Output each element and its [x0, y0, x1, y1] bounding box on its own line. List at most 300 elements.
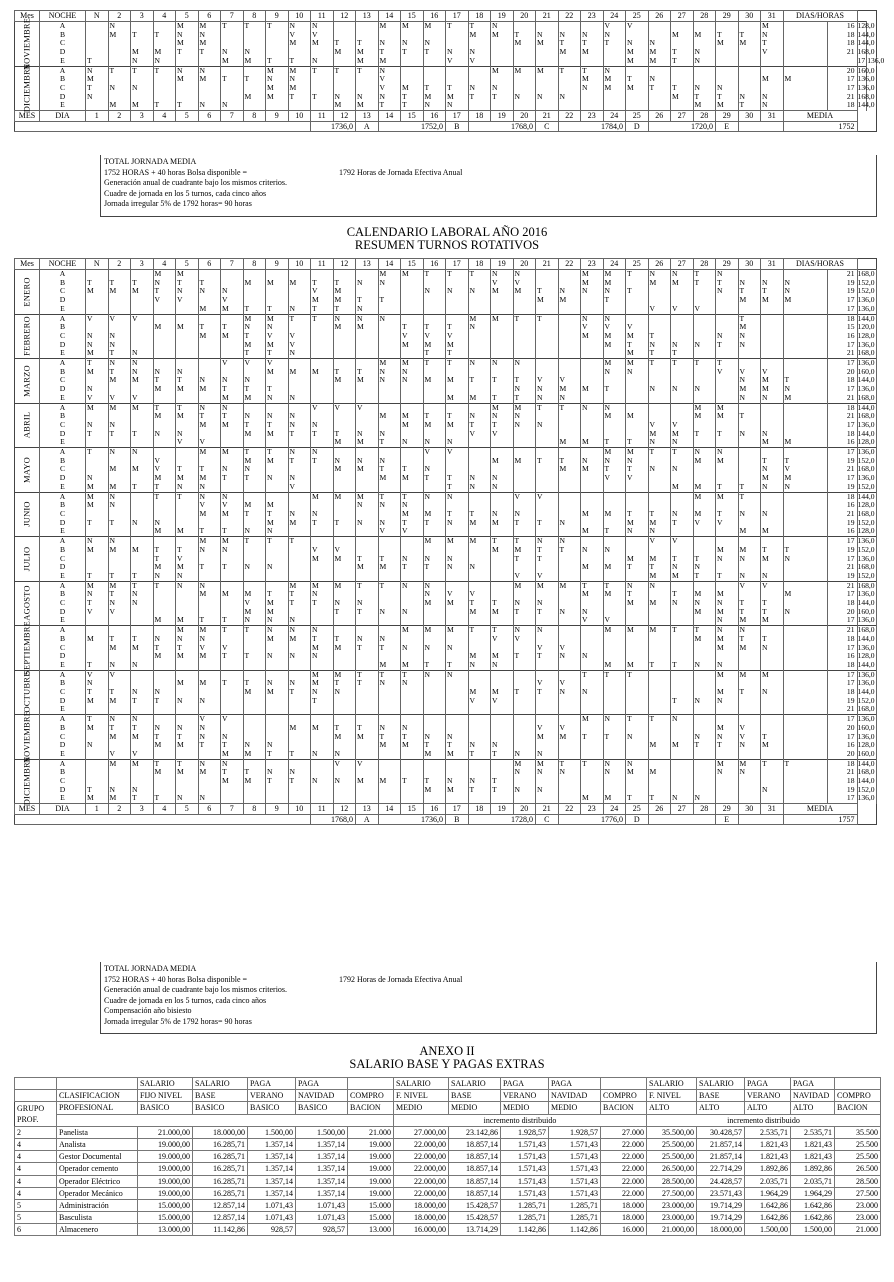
shift-cell: N	[288, 448, 311, 457]
shift-cell: T	[581, 759, 604, 768]
shift-cell: M	[243, 430, 266, 439]
shift-cell: T	[536, 688, 559, 697]
salary-cell: 19.000	[348, 1163, 394, 1175]
shift-cell: T	[378, 296, 401, 305]
month-name: MARZO	[21, 364, 32, 397]
shift-cell: T	[198, 616, 221, 625]
shift-cell: T	[176, 465, 199, 474]
shift-cell	[311, 385, 334, 394]
shift-cell	[378, 323, 401, 332]
header-cell: 21	[536, 11, 559, 22]
shift-cell	[311, 733, 334, 742]
shift-cell: T	[603, 670, 626, 679]
shift-cell	[603, 688, 626, 697]
shift-row	[15, 733, 877, 742]
shift-cell: M	[626, 448, 649, 457]
shift-cell	[243, 786, 266, 795]
salary-cell: 23.000,00	[647, 1199, 697, 1211]
shift-cell	[536, 483, 559, 492]
shift-cell: T	[671, 697, 694, 706]
shift-cell: N	[423, 581, 446, 590]
header-cell: 7	[221, 11, 244, 22]
shift-cell: M	[558, 581, 581, 590]
shift-cell	[153, 75, 176, 84]
shift-cell	[131, 492, 154, 501]
days-cell: 17	[827, 644, 857, 653]
top-notes	[100, 155, 877, 217]
shift-cell: M	[761, 385, 784, 394]
shift-cell: M	[153, 48, 176, 57]
salary-cell: 1.892,86	[791, 1163, 835, 1175]
salary-cell: 18.857,14	[449, 1163, 501, 1175]
shift-cell	[356, 688, 379, 697]
shift-row	[15, 759, 877, 768]
shift-cell: V	[783, 465, 827, 474]
shift-cell: N	[648, 341, 671, 350]
shift-cell	[603, 644, 626, 653]
shift-row	[15, 84, 877, 93]
shift-cell: M	[356, 101, 379, 110]
turn-label: D	[40, 741, 86, 750]
turn-label: D	[40, 786, 86, 795]
shift-cell: V	[423, 332, 446, 341]
turn-label: B	[40, 546, 86, 555]
shift-cell: T	[446, 412, 469, 421]
shift-cell: M	[536, 733, 559, 742]
shift-cell: M	[423, 786, 446, 795]
salary-cell: Gestor Documental	[57, 1151, 138, 1163]
shift-cell: M	[581, 794, 604, 803]
shift-cell	[468, 296, 491, 305]
salary-cell: 25.500	[835, 1138, 881, 1150]
shift-cell: M	[738, 759, 761, 768]
shift-cell: M	[491, 457, 514, 466]
turn-label: C	[40, 599, 86, 608]
shift-cell	[311, 608, 334, 617]
notes-line: TOTAL JORNADA MEDIA	[104, 964, 197, 973]
shift-cell: N	[86, 332, 109, 341]
shift-cell: T	[288, 688, 311, 697]
shift-cell: N	[536, 626, 559, 635]
shift-cell: V	[401, 332, 424, 341]
shift-cell	[491, 794, 514, 803]
shift-cell: T	[626, 563, 649, 572]
shift-cell: T	[311, 457, 334, 466]
shift-cell: V	[468, 697, 491, 706]
shift-cell	[401, 279, 424, 288]
shift-cell: N	[423, 555, 446, 564]
header-cell: 14	[378, 11, 401, 22]
shift-cell: N	[311, 590, 334, 599]
salary-header-cell: BACION	[348, 1102, 394, 1114]
salary-header-cell: BACION	[835, 1102, 881, 1114]
hours-cell: 136,0	[857, 714, 875, 724]
shift-cell	[333, 22, 356, 31]
shift-cell: T	[198, 527, 221, 536]
shift-cell: N	[108, 599, 131, 608]
shift-cell: M	[626, 768, 649, 777]
shift-cell	[626, 635, 649, 644]
shift-cell: T	[423, 412, 446, 421]
shift-cell: M	[198, 590, 221, 599]
shift-cell: M	[581, 590, 604, 599]
salary-cell: 1.571,43	[549, 1151, 601, 1163]
shift-cell: N	[423, 670, 446, 679]
shift-cell: M	[491, 403, 514, 412]
salary-cell: 1.500,00	[296, 1126, 348, 1138]
shift-cell: T	[581, 581, 604, 590]
shift-cell: T	[333, 635, 356, 644]
shift-cell	[783, 750, 827, 759]
shift-cell: N	[626, 759, 649, 768]
shift-cell: T	[221, 741, 244, 750]
shift-cell	[693, 394, 716, 403]
shift-cell: M	[221, 750, 244, 759]
shift-cell	[333, 332, 356, 341]
shift-cell: V	[176, 438, 199, 447]
shift-cell: T	[401, 777, 424, 786]
shift-cell: T	[243, 626, 266, 635]
shift-cell: M	[423, 341, 446, 350]
days-cell: 17	[827, 555, 857, 564]
shift-cell: M	[603, 563, 626, 572]
footer-cell: 21	[536, 804, 559, 815]
shift-cell	[738, 705, 761, 714]
shift-cell	[401, 537, 424, 546]
header-cell: 19	[491, 11, 514, 22]
shift-cell	[738, 448, 761, 457]
shift-cell	[153, 705, 176, 714]
shift-cell: N	[626, 39, 649, 48]
shift-cell: T	[626, 590, 649, 599]
shift-cell: N	[288, 510, 311, 519]
shift-cell: N	[648, 75, 671, 84]
shift-cell: N	[221, 465, 244, 474]
shift-cell: T	[491, 750, 514, 759]
shift-cell	[311, 465, 334, 474]
shift-cell: M	[356, 376, 379, 385]
shift-row	[15, 474, 877, 483]
shift-cell	[423, 296, 446, 305]
shift-cell: M	[266, 457, 289, 466]
shift-cell: N	[333, 750, 356, 759]
footer-cell: 28	[693, 111, 716, 122]
shift-cell: M	[311, 368, 334, 377]
shift-cell: T	[243, 385, 266, 394]
shift-cell: V	[198, 438, 221, 447]
salary-cell: 1.821,43	[791, 1138, 835, 1150]
total-label: A	[356, 815, 379, 825]
shift-cell: N	[491, 270, 514, 279]
shift-cell: N	[603, 759, 626, 768]
hours-cell: 128,0	[857, 330, 875, 340]
shift-cell	[153, 438, 176, 447]
shift-cell	[401, 759, 424, 768]
hours-cell: 136,0	[857, 384, 875, 394]
shift-cell: V	[558, 376, 581, 385]
shift-cell	[378, 759, 401, 768]
salary-cell: 1.821,43	[745, 1151, 791, 1163]
shift-cell	[761, 305, 784, 314]
shift-cell: V	[716, 519, 739, 528]
shift-cell: T	[423, 563, 446, 572]
hours-cell: 160,0	[857, 65, 875, 75]
shift-cell: N	[86, 537, 109, 546]
shift-cell: M	[468, 519, 491, 528]
shift-cell: T	[446, 349, 469, 358]
salary-header-cell: COMPRO	[601, 1090, 647, 1102]
turn-label: E	[40, 794, 86, 803]
shift-cell: T	[378, 465, 401, 474]
shift-cell	[221, 430, 244, 439]
shift-cell: N	[558, 287, 581, 296]
shift-cell: T	[153, 483, 176, 492]
shift-cell: T	[491, 537, 514, 546]
shift-cell: M	[221, 305, 244, 314]
shift-cell	[378, 341, 401, 350]
header-cell: 5	[176, 11, 199, 22]
shift-cell: T	[153, 733, 176, 742]
shift-cell	[491, 305, 514, 314]
hours-cell: 144,0	[857, 428, 875, 438]
salary-header-cell: PAGA	[248, 1078, 296, 1090]
hours-cell: 168,0	[857, 767, 875, 777]
salary-header-cell: SALARIO	[138, 1078, 193, 1090]
shift-cell: T	[153, 794, 176, 803]
shift-cell: M	[626, 349, 649, 358]
shift-cell: T	[243, 332, 266, 341]
shift-cell: T	[423, 474, 446, 483]
shift-cell: T	[221, 563, 244, 572]
shift-cell	[626, 572, 649, 581]
shift-cell: T	[221, 323, 244, 332]
salary-cell: 1.571,43	[549, 1187, 601, 1199]
salary-cell: 5	[15, 1199, 57, 1211]
hours-cell: 136,0	[857, 553, 875, 563]
shift-cell: T	[243, 22, 266, 31]
shift-cell	[468, 705, 491, 714]
shift-cell: M	[86, 546, 109, 555]
shift-cell: M	[378, 57, 401, 66]
shift-cell	[401, 287, 424, 296]
shift-cell	[581, 305, 604, 314]
shift-row	[15, 537, 877, 546]
shift-cell: N	[266, 474, 289, 483]
shift-cell	[536, 705, 559, 714]
shift-cell: T	[86, 688, 109, 697]
shift-cell: V	[491, 697, 514, 706]
month-name: DICIEMBRE	[21, 63, 32, 113]
shift-cell: M	[176, 616, 199, 625]
shift-cell	[513, 332, 536, 341]
shift-cell	[581, 635, 604, 644]
salary-cell: 1.071,43	[296, 1199, 348, 1211]
shift-cell	[603, 48, 626, 57]
shift-cell	[131, 296, 154, 305]
shift-cell: V	[761, 581, 784, 590]
shift-cell: T	[288, 93, 311, 102]
shift-cell	[671, 368, 694, 377]
salary-cell: 1.571,43	[501, 1163, 549, 1175]
shift-cell	[603, 679, 626, 688]
salary-cell: 1.357,14	[296, 1187, 348, 1199]
shift-cell: T	[468, 786, 491, 795]
shift-cell	[558, 314, 581, 323]
shift-cell: N	[108, 492, 131, 501]
shift-cell	[581, 661, 604, 670]
shift-cell: T	[198, 563, 221, 572]
shift-cell: T	[693, 359, 716, 368]
header-cell: 13	[356, 11, 379, 22]
hours-cell: 168,0	[857, 269, 875, 278]
shift-cell	[783, 652, 827, 661]
shift-cell	[558, 57, 581, 66]
shift-cell: N	[603, 715, 626, 724]
shift-cell	[581, 474, 604, 483]
shift-cell: T	[311, 305, 334, 314]
shift-cell: V	[513, 635, 536, 644]
shift-cell	[86, 101, 109, 110]
shift-cell	[311, 661, 334, 670]
shift-cell: T	[333, 305, 356, 314]
shift-row	[15, 590, 877, 599]
shift-cell: T	[761, 39, 784, 48]
shift-cell: V	[266, 359, 289, 368]
footer-cell: 6	[198, 804, 221, 815]
shift-cell	[513, 101, 536, 110]
shift-cell	[378, 483, 401, 492]
turn-label: A	[40, 270, 86, 279]
header-cell: 12	[333, 259, 356, 270]
shift-cell: T	[738, 31, 761, 40]
shift-cell: M	[693, 608, 716, 617]
turn-label: E	[40, 483, 86, 492]
shift-cell: M	[356, 438, 379, 447]
salary-cell: 1.285,71	[501, 1199, 549, 1211]
header-cell: 19	[491, 259, 514, 270]
shift-row	[15, 75, 877, 84]
hours-cell: 168,0	[857, 411, 875, 421]
salary-header-cell: BASICO	[296, 1102, 348, 1114]
shift-cell: N	[176, 581, 199, 590]
shift-cell: N	[468, 359, 491, 368]
shift-cell: M	[513, 66, 536, 75]
shift-cell: T	[243, 652, 266, 661]
shift-cell: N	[311, 652, 334, 661]
salary-cell: 2.035,71	[745, 1175, 791, 1187]
shift-cell: T	[243, 305, 266, 314]
shift-cell	[153, 670, 176, 679]
shift-cell	[536, 794, 559, 803]
shift-cell: M	[626, 412, 649, 421]
shift-cell	[716, 305, 739, 314]
shift-cell: T	[783, 546, 827, 555]
shift-cell	[311, 349, 334, 358]
salary-cell: 18.000,00	[697, 1224, 745, 1236]
shift-cell: N	[401, 581, 424, 590]
shift-cell: N	[761, 31, 784, 40]
shift-cell	[693, 287, 716, 296]
shift-row	[15, 341, 877, 350]
shift-cell: M	[693, 101, 716, 110]
shift-cell	[468, 438, 491, 447]
shift-cell: T	[693, 572, 716, 581]
shift-cell	[86, 768, 109, 777]
shift-cell: M	[423, 626, 446, 635]
shift-cell	[693, 679, 716, 688]
shift-cell: T	[536, 519, 559, 528]
shift-cell	[513, 670, 536, 679]
salary-cell: 16.000	[601, 1224, 647, 1236]
turn-label: D	[40, 474, 86, 483]
shift-cell: T	[581, 733, 604, 742]
shift-cell	[468, 305, 491, 314]
shift-cell: M	[198, 652, 221, 661]
turn-label: E	[40, 527, 86, 536]
shift-cell	[581, 394, 604, 403]
shift-cell: N	[716, 626, 739, 635]
salary-header-cell: PAGA	[296, 1078, 348, 1090]
shift-cell: N	[108, 448, 131, 457]
salary-cell: 19.714,29	[697, 1199, 745, 1211]
shift-cell: M	[671, 93, 694, 102]
notes-line: Jornada irregular 5% de 1792 horas= 90 horas	[104, 1016, 252, 1026]
shift-cell: V	[738, 581, 761, 590]
shift-cell	[513, 75, 536, 84]
shift-cell: N	[468, 563, 491, 572]
hours-cell: 128,0	[857, 740, 875, 750]
shift-cell: M	[266, 341, 289, 350]
salary-cell: 1.071,43	[248, 1199, 296, 1211]
shift-cell: M	[446, 599, 469, 608]
shift-cell: N	[558, 537, 581, 546]
shift-cell	[491, 296, 514, 305]
shift-cell: T	[243, 448, 266, 457]
shift-cell: T	[108, 688, 131, 697]
shift-cell: N	[671, 563, 694, 572]
shift-cell: V	[468, 57, 491, 66]
shift-cell: N	[716, 448, 739, 457]
shift-cell	[783, 57, 827, 66]
shift-row	[15, 39, 877, 48]
salary-cell: 22.000,00	[394, 1163, 449, 1175]
shift-cell	[243, 697, 266, 706]
shift-cell: N	[243, 741, 266, 750]
shift-cell: T	[513, 519, 536, 528]
shift-cell	[783, 22, 827, 31]
shift-cell: M	[108, 733, 131, 742]
shift-row	[15, 349, 877, 358]
shift-cell: M	[221, 57, 244, 66]
shift-cell	[86, 296, 109, 305]
shift-cell: M	[738, 385, 761, 394]
salary-cell: 1.571,43	[501, 1151, 549, 1163]
shift-cell: T	[671, 349, 694, 358]
shift-cell: T	[333, 368, 356, 377]
shift-cell: T	[761, 546, 784, 555]
shift-cell: T	[761, 733, 784, 742]
shift-cell: T	[558, 546, 581, 555]
salary-header-cell: SALARIO	[647, 1078, 697, 1090]
salary-cell: 21.000	[835, 1224, 881, 1236]
shift-cell: N	[468, 84, 491, 93]
shift-cell	[581, 421, 604, 430]
shift-cell: N	[738, 741, 761, 750]
shift-cell: M	[671, 31, 694, 40]
shift-cell: M	[86, 368, 109, 377]
shift-cell: T	[401, 323, 424, 332]
shift-cell	[671, 644, 694, 653]
